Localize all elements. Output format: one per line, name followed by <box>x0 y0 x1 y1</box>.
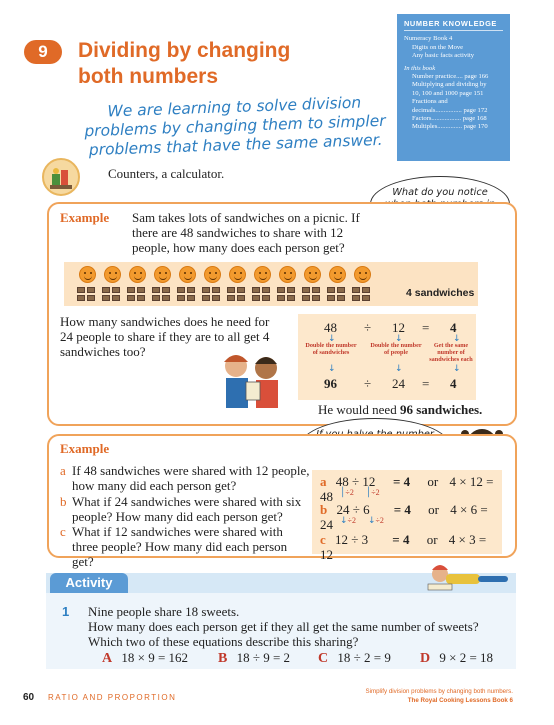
answer-mult: 4 × 3 = 12 <box>320 532 487 562</box>
answer-eq: 48 ÷ 12 <box>335 474 376 489</box>
calc-bottom-result: 4 <box>450 376 457 391</box>
arrow-down-icon: ↓ <box>328 364 336 374</box>
answer-or: or <box>428 502 439 517</box>
option-b[interactable] <box>218 650 290 666</box>
answer-letter: a <box>320 474 327 489</box>
learning-objective: We are learning to solve division problems by changing them to simpler problems that have the same answer. <box>84 93 386 160</box>
example-label: Example <box>60 441 110 456</box>
knowledge-ref: 10, 100 and 1000 page 151 <box>412 89 484 97</box>
activity-line: Which two of these equations describe this sharing? <box>88 634 359 649</box>
activity-tab: Activity <box>50 573 128 593</box>
calc-note-same-each: Get the same number of sandwiches each <box>429 342 473 363</box>
sandwich-icon <box>102 295 110 301</box>
sandwich-icon <box>237 295 245 301</box>
halve-mark-text: ÷2 <box>375 516 384 525</box>
answer-mult: 4 × 12 = 48 <box>320 474 494 504</box>
sandwich-icon <box>177 287 185 293</box>
sandwich-icon <box>87 295 95 301</box>
sandwich-icon <box>202 295 210 301</box>
knowledge-ref: Number practice.... page 166 <box>412 73 489 81</box>
page-number: 60 <box>23 692 35 703</box>
person-face-icon <box>329 266 346 283</box>
arrow-down-icon: ↓ <box>367 516 376 526</box>
answer-letter: b <box>320 502 328 517</box>
answer-result: = 4 <box>393 474 411 489</box>
example-answer <box>318 402 482 417</box>
sandwich-icon <box>312 295 320 301</box>
item-text: What if 24 sandwiches were shared with six people? How many did each person get? <box>72 494 302 524</box>
sandwich-icon <box>152 295 160 301</box>
person-face-icon <box>254 266 271 283</box>
sandwich-icon <box>137 287 145 293</box>
answer-eq: 24 ÷ 6 <box>336 502 370 517</box>
sandwich-icon <box>127 295 135 301</box>
person-face-icon <box>129 266 146 283</box>
sandwich-icon <box>287 295 295 301</box>
sandwich-icon <box>77 295 85 301</box>
sandwich-icon <box>102 287 110 293</box>
sandwich-count-label: 4 sandwiches <box>406 287 475 299</box>
sandwich-icon <box>87 287 95 293</box>
halve-mark-text: ÷2 <box>347 516 356 525</box>
knowledge-ref: decimals................ page 172 <box>412 106 488 114</box>
item-letter: a <box>60 463 66 478</box>
sandwich-icon <box>302 287 310 293</box>
example2-item-c <box>60 524 310 569</box>
sandwich-icon <box>162 295 170 301</box>
knowledge-line: Numeracy Book 4 <box>404 35 453 43</box>
answer-result: = 4 <box>393 502 411 517</box>
activity-text <box>88 604 508 649</box>
item-letter: b <box>60 494 67 509</box>
option-letter: C <box>318 651 329 666</box>
sandwich-icon <box>327 287 335 293</box>
sandwich-icon <box>112 287 120 293</box>
sandwich-icon <box>227 287 235 293</box>
calc-top-divisor: 12 <box>392 320 405 335</box>
sandwich-icon <box>252 287 260 293</box>
sandwich-icon <box>302 295 310 301</box>
example2-item-a <box>60 463 310 493</box>
answer-mult: 4 × 6 = 24 <box>320 502 488 532</box>
calc-bottom-dividend: 96 <box>324 376 337 391</box>
option-letter: B <box>218 651 228 666</box>
answer-prefix: He would need <box>318 402 400 417</box>
equipment-icon <box>42 158 80 196</box>
kids-reading-image <box>212 350 292 412</box>
sandwich-icon <box>162 287 170 293</box>
person-face-icon <box>354 266 371 283</box>
knowledge-ref: Multiplying and dividing by <box>412 81 487 89</box>
answer-eq: 12 ÷ 3 <box>335 532 369 547</box>
option-d[interactable] <box>420 650 493 666</box>
sandwich-icon <box>177 295 185 301</box>
arrow-down-icon: ↓ <box>395 364 403 374</box>
sandwich-icon <box>212 287 220 293</box>
sandwich-icon <box>337 295 345 301</box>
person-face-icon <box>279 266 296 283</box>
sandwich-icon <box>337 287 345 293</box>
arrow-down-icon: │ <box>340 488 346 498</box>
sandwich-icon <box>352 295 360 301</box>
person-face-icon <box>79 266 96 283</box>
halve-mark <box>340 516 384 526</box>
calc-note-double-sandwiches: Double the number of sandwiches <box>305 342 357 356</box>
example-problem-text: Sam takes lots of sandwiches on a picnic. If there are 48 sandwiches to share with 12 people, how many does each person get? <box>132 210 360 255</box>
calc-bottom-equals: = <box>422 376 430 391</box>
option-text: 9 × 2 = 18 <box>439 650 494 665</box>
answer-or: or <box>427 474 439 489</box>
sandwich-icon <box>202 287 210 293</box>
person-face-icon <box>104 266 121 283</box>
knowledge-line: Any basic facts activity <box>412 52 475 60</box>
knowledge-subheading: In this book <box>404 64 436 72</box>
item-text: What if 12 sandwiches were shared with three people? How many did each person get? <box>72 524 288 569</box>
calc-bottom-operator: ÷ <box>364 376 372 391</box>
knowledge-ref: Fractions and <box>412 98 448 106</box>
arrow-down-icon: │ <box>365 488 372 498</box>
calc-note-double-people: Double the number of people <box>370 342 422 356</box>
knowledge-ref: Multiples............... page 170 <box>412 123 488 131</box>
example2-item-b <box>60 494 310 524</box>
footer-book-title: The Royal Cooking Lessons Book 6 <box>407 697 513 704</box>
answer-letter: c <box>320 532 326 547</box>
sandwich-icon <box>127 287 135 293</box>
sandwich-icon <box>362 295 370 301</box>
activity-line: How many does each person get if they all get the same number of sweets? <box>88 619 479 634</box>
sandwich-icon <box>152 287 160 293</box>
calc-top-dividend: 48 <box>324 320 337 335</box>
answer-result: = 4 <box>392 532 410 547</box>
sandwich-icon <box>112 295 120 301</box>
person-face-icon <box>304 266 321 283</box>
sandwich-icon <box>362 287 370 293</box>
option-text: 18 ÷ 2 = 9 <box>337 650 391 665</box>
calc-bottom-divisor: 24 <box>392 376 405 391</box>
sandwich-icon <box>312 287 320 293</box>
halve-mark-text: ÷2 <box>371 488 380 497</box>
lying-girl-image <box>424 556 514 592</box>
chapter-title: Dividing by changing both numbers <box>78 39 291 88</box>
halving-answers-box <box>312 470 502 562</box>
sandwich-icon <box>137 295 145 301</box>
calc-top-operator: ÷ <box>364 320 372 335</box>
arrow-down-icon: ↓ <box>340 516 348 526</box>
number-knowledge-box <box>397 14 510 161</box>
arrow-down-icon: ↓ <box>453 334 461 344</box>
sandwich-icon <box>287 287 295 293</box>
sandwich-icon <box>237 287 245 293</box>
item-letter: c <box>60 524 66 539</box>
answer-or: or <box>426 532 438 547</box>
item-text: If 48 sandwiches were shared with 12 people, how many did each person get? <box>72 463 310 493</box>
chapter-number-badge: 9 <box>24 40 62 64</box>
sandwich-icon <box>187 287 195 293</box>
footer-summary: Simplify division problems by changing both numbers. <box>365 688 513 695</box>
equipment-text: Counters, a calculator. <box>108 166 225 181</box>
section-name: RATIO AND PROPORTION <box>48 693 177 702</box>
option-a[interactable] <box>102 650 188 666</box>
person-face-icon <box>204 266 221 283</box>
option-text: 18 × 9 = 162 <box>121 650 189 665</box>
activity-line: Nine people share 18 sweets. <box>88 604 240 619</box>
answer-bold: 96 sandwiches. <box>399 402 483 417</box>
arrow-down-icon: ↓ <box>453 364 461 374</box>
knowledge-line: Digits on the Move <box>412 43 464 51</box>
calc-top-result: 4 <box>450 320 457 335</box>
knowledge-heading: NUMBER KNOWLEDGE <box>404 20 503 31</box>
person-face-icon <box>179 266 196 283</box>
sandwich-icon <box>352 287 360 293</box>
example-label: Example <box>60 210 110 225</box>
option-letter: A <box>102 651 113 666</box>
sandwich-icon <box>212 295 220 301</box>
knowledge-ref: Factors.................. page 168 <box>412 115 487 123</box>
halve-mark <box>340 488 380 498</box>
calc-top-equals: = <box>422 320 430 335</box>
doubling-calculation-box <box>298 314 476 400</box>
sandwich-icon <box>277 287 285 293</box>
sandwich-icon <box>327 295 335 301</box>
arrow-down-icon: ↓ <box>395 334 403 344</box>
sandwich-icon <box>277 295 285 301</box>
sandwich-icon <box>187 295 195 301</box>
example-question-text: How many sandwiches does he need for 24 people to share if they are to all get 4 sandwiches too? <box>60 314 270 359</box>
person-face-icon <box>229 266 246 283</box>
bubble-text: What do you notice <box>392 187 488 198</box>
sandwich-icon <box>252 295 260 301</box>
sandwich-icon <box>227 295 235 301</box>
activity-item-number: 1 <box>62 604 70 619</box>
option-text: 18 ÷ 9 = 2 <box>236 650 291 665</box>
faces-and-sandwiches-row <box>64 262 478 306</box>
sandwich-icon <box>262 295 270 301</box>
option-c[interactable] <box>318 650 391 666</box>
arrow-down-icon: ↓ <box>328 334 336 344</box>
halve-mark-text: ÷2 <box>345 488 354 497</box>
option-letter: D <box>420 651 431 666</box>
sandwich-icon <box>262 287 270 293</box>
person-face-icon <box>154 266 171 283</box>
sandwich-icon <box>77 287 85 293</box>
